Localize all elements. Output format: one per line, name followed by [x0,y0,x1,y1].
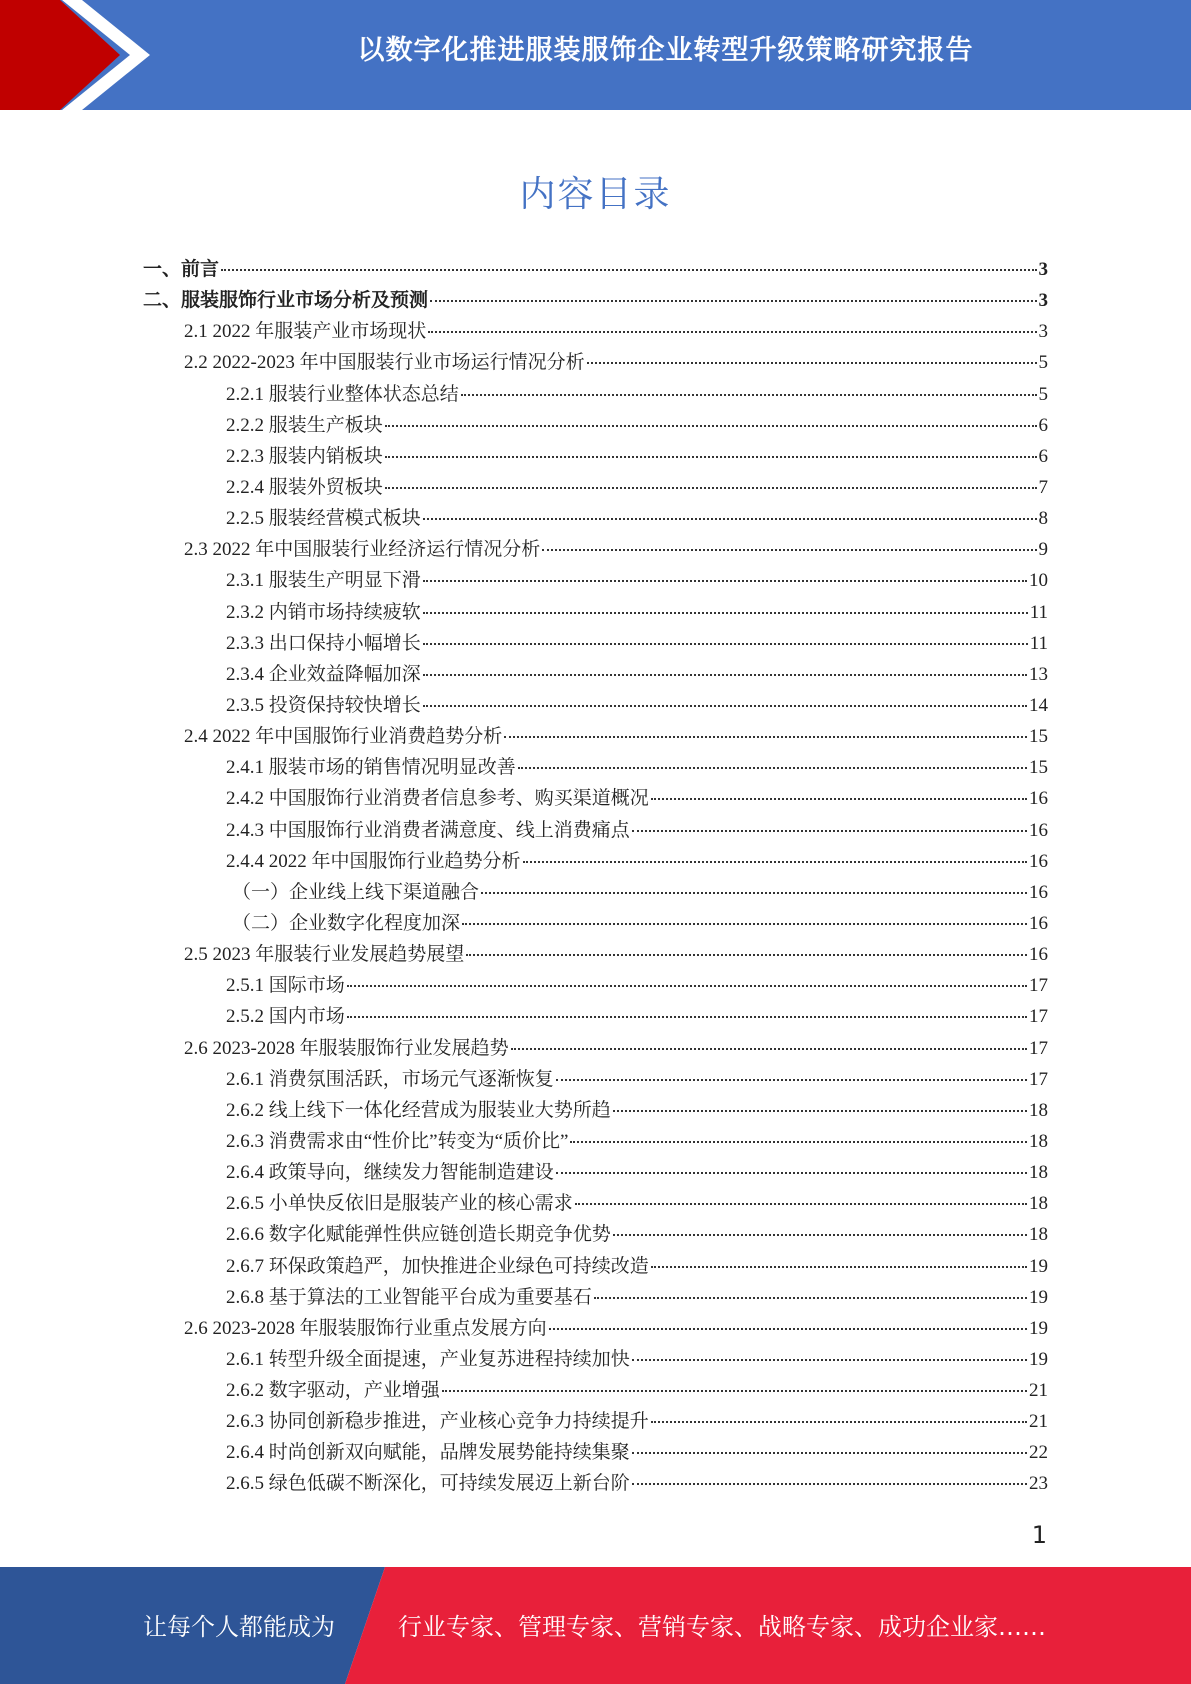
toc-leader-dots [423,580,1027,582]
toc-leader-dots [651,1421,1027,1423]
toc-entry[interactable] [143,690,1048,721]
toc-entry[interactable] [143,379,1048,410]
toc-leader-dots [385,425,1037,427]
toc-entry-label: 2.3.2 内销市场持续疲软 [226,601,421,623]
toc-entry-page: 6 [1038,414,1048,436]
toc-leader-dots [575,1203,1027,1205]
toc-entry-label: 2.2.4 服装外贸板块 [226,476,383,498]
toc-leader-dots [556,1079,1027,1081]
toc-entry-page: 18 [1029,1224,1048,1246]
toc-leader-dots [632,830,1027,832]
toc-leader-dots [430,300,1036,302]
toc-entry-page: 19 [1029,1317,1048,1339]
toc-entry-page: 22 [1029,1442,1048,1464]
toc-entry[interactable] [143,441,1048,472]
toc-entry-label: 2.4.2 中国服饰行业消费者信息参考、购买渠道概况 [226,788,649,810]
toc-leader-dots [461,394,1037,396]
toc-entry-page: 7 [1038,476,1048,498]
header-title: 以数字化推进服装服饰企业转型升级策略研究报告 [357,35,974,66]
toc-leader-dots [423,674,1027,676]
toc-entry[interactable] [143,1064,1048,1095]
toc-entry-label: 2.3.4 企业效益降幅加深 [226,663,421,685]
toc-entry-page: 21 [1029,1380,1048,1402]
toc-entry-page: 14 [1029,694,1048,716]
toc-entry-page: 15 [1029,726,1048,748]
page-number: 1 [1031,1521,1047,1549]
toc-entry-label: 2.6 2023-2028 年服装服饰行业发展趋势 [184,1037,509,1059]
toc-entry-page: 9 [1038,539,1048,561]
toc-leader-dots [632,1359,1027,1361]
toc-leader-dots [385,487,1037,489]
toc-entry[interactable] [143,254,1048,285]
toc-entry-label: 2.6.4 政策导向，继续发力智能制造建设 [226,1162,554,1184]
toc-entry-page: 8 [1038,508,1048,530]
toc-leader-dots [221,269,1036,271]
toc-entry-label: （一）企业线上线下渠道融合 [232,881,480,903]
toc-entry-page: 17 [1029,1037,1048,1059]
toc-entry-label: 2.6.6 数字化赋能弹性供应链创造长期竞争优势 [226,1224,611,1246]
toc-leader-dots [613,1110,1027,1112]
toc-entry-page: 10 [1029,570,1048,592]
toc-leader-dots [523,861,1027,863]
toc-entry-label: 2.2.1 服装行业整体状态总结 [226,383,459,405]
toc-entry-page: 16 [1029,850,1048,872]
toc-entry-page: 17 [1029,975,1048,997]
toc-entry-label: 2.3.5 投资保持较快增长 [226,694,421,716]
toc-entry-label: 2.6.5 小单快反依旧是服装产业的核心需求 [226,1193,573,1215]
toc-leader-dots [511,1048,1027,1050]
toc-entry-label: 2.2 2022-2023 年中国服装行业市场运行情况分析 [184,352,585,374]
toc-leader-dots [587,362,1037,364]
toc-entry-page: 19 [1029,1255,1048,1277]
toc-entry-page: 11 [1029,632,1048,654]
toc-leader-dots [651,1266,1027,1268]
toc-leader-dots [423,518,1037,520]
toc-leader-dots [504,736,1027,738]
toc-leader-dots [542,549,1036,551]
toc-entry[interactable] [143,970,1048,1001]
toc-entry-page: 3 [1038,321,1048,343]
toc-entry-label: 2.6.2 线上线下一体化经营成为服装业大势所趋 [226,1099,611,1121]
toc-entry-label: 2.3 2022 年中国服装行业经济运行情况分析 [184,539,541,561]
toc-leader-dots [385,456,1037,458]
toc-entry[interactable] [143,285,1048,316]
toc-entry[interactable] [143,1406,1048,1437]
toc-entry[interactable] [143,347,1048,378]
header-banner [0,0,1191,110]
toc-leader-dots [570,1141,1027,1143]
toc-entry[interactable] [143,908,1048,939]
toc-entry[interactable] [143,846,1048,877]
toc-entry-label: 2.3.1 服装生产明显下滑 [226,570,421,592]
toc-entry-label: 2.6.3 消费需求由“性价比”转变为“质价比” [226,1130,569,1152]
toc-entry-label: 2.3.3 出口保持小幅增长 [226,632,421,654]
toc-entry[interactable] [143,1188,1048,1219]
toc-entry-label: 2.5.2 国内市场 [226,1006,345,1028]
toc-entry[interactable] [143,939,1048,970]
toc-leader-dots [594,1297,1027,1299]
toc-entry-label: 2.6.8 基于算法的工业智能平台成为重要基石 [226,1286,592,1308]
footer-slogan-left: 让每个人都能成为 [143,1613,335,1641]
toc-entry-label: 2.6.2 数字驱动，产业增强 [226,1380,440,1402]
toc-entry-label: 2.6.3 协同创新稳步推进，产业核心竞争力持续提升 [226,1411,649,1433]
toc-entry-label: 2.4.1 服装市场的销售情况明显改善 [226,757,516,779]
toc-entry-page: 15 [1029,757,1048,779]
toc-entry[interactable] [143,1375,1048,1406]
toc-entry-page: 16 [1029,881,1048,903]
toc-entry-page: 6 [1038,445,1048,467]
toc-entry-page: 19 [1029,1286,1048,1308]
footer-banner [0,1567,1191,1684]
toc-entry[interactable] [143,503,1048,534]
toc-title: 内容目录 [519,174,672,215]
toc-entry-label: 2.1 2022 年服装产业市场现状 [184,321,427,343]
toc-entry[interactable] [143,1313,1048,1344]
toc-entry-label: 2.6.4 时尚创新双向赋能，品牌发展势能持续集聚 [226,1442,630,1464]
toc-entry[interactable] [143,628,1048,659]
toc-entry[interactable] [143,1157,1048,1188]
toc-entry[interactable] [143,877,1048,908]
toc-entry-label: 2.2.3 服装内销板块 [226,445,383,467]
toc-leader-dots [518,767,1027,769]
toc-entry-label: 2.6.7 环保政策趋严，加快推进企业绿色可持续改造 [226,1255,649,1277]
toc-entry[interactable] [143,783,1048,814]
toc-entry[interactable] [143,1219,1048,1250]
toc-entry[interactable] [143,565,1048,596]
toc-entry[interactable] [143,752,1048,783]
toc-leader-dots [423,612,1028,614]
toc-leader-dots [347,985,1027,987]
toc-entry[interactable] [143,659,1048,690]
toc-entry-label: 2.2.5 服装经营模式板块 [226,508,421,530]
toc-entry[interactable] [143,410,1048,441]
toc-entry[interactable] [143,472,1048,503]
toc-entry[interactable] [143,1251,1048,1282]
toc-entry-label: 2.5.1 国际市场 [226,975,345,997]
toc-leader-dots [423,643,1028,645]
toc-entry-page: 5 [1038,383,1048,405]
toc-entry-label: 2.5 2023 年服装行业发展趋势展望 [184,944,465,966]
toc-entry[interactable] [143,316,1048,347]
toc-entry-label: 一、前言 [143,259,220,280]
toc-leader-dots [428,331,1036,333]
toc-entry-page: 13 [1029,663,1048,685]
toc-entry[interactable] [143,1437,1048,1468]
toc-entry-label: 2.6.1 转型升级全面提速，产业复苏进程持续加快 [226,1348,630,1370]
toc-entry-page: 17 [1029,1006,1048,1028]
toc-entry-label: 2.4.4 2022 年中国服饰行业趋势分析 [226,850,521,872]
toc-entry-page: 18 [1029,1162,1048,1184]
toc-leader-dots [462,923,1027,925]
toc-leader-dots [347,1016,1027,1018]
toc-entry-label: 2.4 2022 年中国服饰行业消费趋势分析 [184,726,503,748]
toc-entry-label: 2.2.2 服装生产板块 [226,414,383,436]
toc-entry[interactable] [143,1344,1048,1375]
toc-entry[interactable] [143,1126,1048,1157]
toc-entry-label: （二）企业数字化程度加深 [232,912,461,934]
toc-entry[interactable] [143,721,1048,752]
toc-entry-page: 16 [1029,819,1048,841]
toc-entry[interactable] [143,1095,1048,1126]
toc-entry-page: 19 [1029,1348,1048,1370]
toc-entry-label: 二、服装服饰行业市场分析及预测 [143,290,429,312]
toc-entry-label: 2.6 2023-2028 年服装服饰行业重点发展方向 [184,1317,547,1339]
toc-leader-dots [632,1452,1027,1454]
toc-entry-page: 11 [1029,601,1048,623]
toc-leader-dots [613,1234,1027,1236]
toc-leader-dots [466,954,1027,956]
toc-leader-dots [481,892,1027,894]
footer-slogan-right: 行业专家、管理专家、营销专家、战略专家、成功企业家…… [398,1613,1046,1641]
toc-leader-dots [632,1483,1027,1485]
toc-entry-page: 17 [1029,1068,1048,1090]
toc-entry-page: 5 [1038,352,1048,374]
toc-entry[interactable] [143,1001,1048,1032]
toc-leader-dots [442,1390,1027,1392]
toc-entry-page: 18 [1029,1130,1048,1152]
toc-entry-label: 2.6.5 绿色低碳不断深化，可持续发展迈上新台阶 [226,1473,630,1495]
toc-leader-dots [549,1328,1027,1330]
table-of-contents [143,254,1048,1500]
toc-entry[interactable] [143,597,1048,628]
toc-entry-page: 16 [1029,944,1048,966]
toc-entry[interactable] [143,1282,1048,1313]
toc-entry-page: 16 [1029,788,1048,810]
toc-entry-label: 2.6.1 消费氛围活跃，市场元气逐渐恢复 [226,1068,554,1090]
toc-entry-page: 3 [1038,259,1048,280]
toc-entry-page: 21 [1029,1411,1048,1433]
toc-entry-page: 3 [1038,290,1048,312]
toc-entry-label: 2.4.3 中国服饰行业消费者满意度、线上消费痛点 [226,819,630,841]
toc-entry[interactable] [143,534,1048,565]
toc-entry[interactable] [143,1468,1048,1499]
toc-entry[interactable] [143,815,1048,846]
toc-entry-page: 18 [1029,1193,1048,1215]
toc-entry[interactable] [143,1033,1048,1064]
toc-entry-page: 16 [1029,912,1048,934]
toc-leader-dots [423,705,1027,707]
toc-leader-dots [651,798,1027,800]
toc-entry-page: 18 [1029,1099,1048,1121]
toc-leader-dots [556,1172,1027,1174]
toc-entry-page: 23 [1029,1473,1048,1495]
